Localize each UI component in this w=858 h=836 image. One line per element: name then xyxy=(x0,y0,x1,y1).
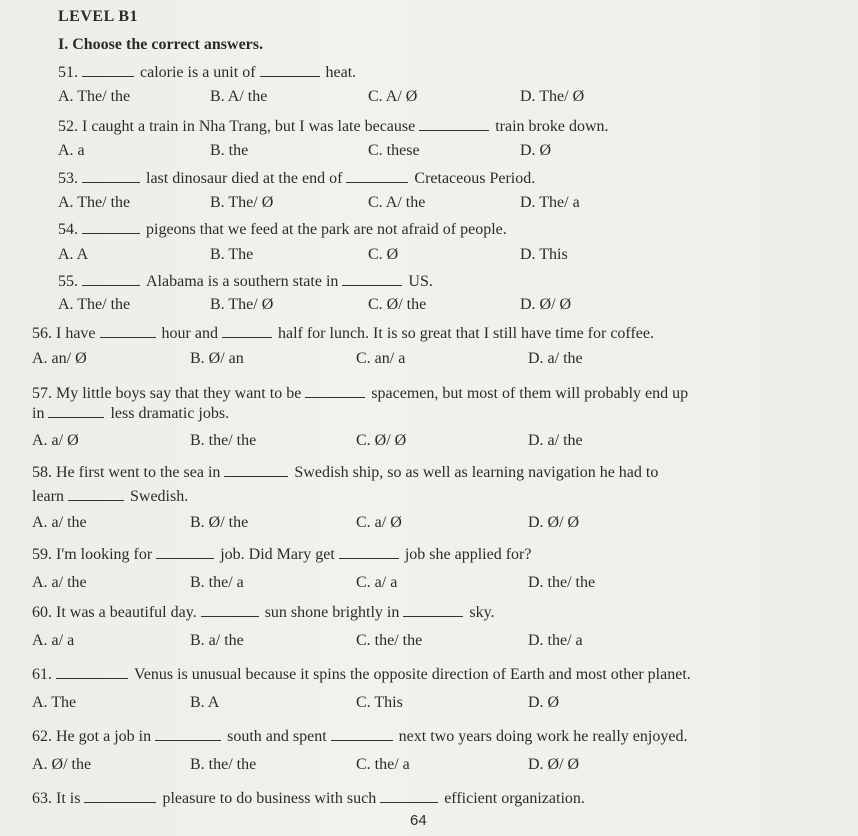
answer-blank[interactable] xyxy=(339,544,399,559)
page-number: 64 xyxy=(410,812,427,829)
answer-option[interactable]: B. the/ the xyxy=(190,432,257,449)
answer-option[interactable]: C. Ø/ the xyxy=(368,296,427,313)
stem-text: last dinosaur died at the end of xyxy=(146,170,347,187)
question-stem xyxy=(0,219,858,243)
answer-blank[interactable] xyxy=(68,486,124,501)
answer-option[interactable]: B. the/ the xyxy=(190,756,257,773)
answer-option[interactable]: A. a xyxy=(58,142,85,159)
stem-text: 53. xyxy=(58,170,82,187)
answer-blank[interactable] xyxy=(222,323,272,338)
answer-option[interactable]: B. The/ Ø xyxy=(210,296,274,313)
stem-text: 62. He got a job in xyxy=(32,728,156,745)
stem-text: hour and xyxy=(161,325,222,342)
stem-text: pleasure to do business with such xyxy=(162,790,381,807)
answer-blank[interactable] xyxy=(82,219,140,234)
answer-option[interactable]: D. Ø xyxy=(520,142,552,159)
answer-option[interactable]: A. a/ Ø xyxy=(32,432,79,449)
stem-text: efficient organization. xyxy=(444,790,585,807)
question-stem xyxy=(0,462,858,486)
stem-text: pigeons that we feed at the park are not afraid of people. xyxy=(146,221,507,238)
answer-option[interactable]: A. The/ the xyxy=(58,296,131,313)
stem-text: in xyxy=(32,405,49,422)
question-stem xyxy=(0,544,858,568)
answer-option[interactable]: D. The/ Ø xyxy=(520,88,585,105)
answer-option[interactable]: A. The xyxy=(32,694,77,711)
answer-blank[interactable] xyxy=(100,323,156,338)
question-stem xyxy=(0,664,858,688)
answer-option[interactable]: B. A/ the xyxy=(210,88,268,105)
stem-text: Swedish. xyxy=(129,488,189,505)
answer-option[interactable]: A. The/ the xyxy=(58,194,131,211)
question-stem xyxy=(0,271,858,295)
answer-blank[interactable] xyxy=(82,168,140,183)
answer-option[interactable]: A. a/ the xyxy=(32,514,87,531)
answer-blank[interactable] xyxy=(346,168,408,183)
stem-text: 51. xyxy=(58,64,82,81)
stem-text: 63. It is xyxy=(32,790,85,807)
stem-text: Alabama is a southern state in xyxy=(146,273,343,290)
answer-option[interactable]: D. Ø/ Ø xyxy=(528,514,580,531)
answer-option[interactable]: B. The/ Ø xyxy=(210,194,274,211)
answer-option[interactable]: D. the/ a xyxy=(528,632,583,649)
answer-blank[interactable] xyxy=(56,664,128,679)
stem-text: 56. I have xyxy=(32,325,100,342)
question-stem xyxy=(0,62,858,86)
stem-text: less dramatic jobs. xyxy=(110,405,230,422)
stem-text: learn xyxy=(32,488,68,505)
answer-blank[interactable] xyxy=(342,271,402,286)
answer-option[interactable]: B. the xyxy=(210,142,249,159)
answer-option[interactable]: C. the/ a xyxy=(356,756,410,773)
answer-option[interactable]: D. Ø xyxy=(528,694,560,711)
answer-option[interactable]: D. a/ the xyxy=(528,350,583,367)
stem-text: 54. xyxy=(58,221,82,238)
answer-blank[interactable] xyxy=(84,788,156,803)
level-heading: LEVEL B1 xyxy=(58,8,139,25)
answer-option[interactable]: B. The xyxy=(210,246,254,263)
answer-option[interactable]: B. a/ the xyxy=(190,632,244,649)
stem-text: sky. xyxy=(469,604,495,621)
question-stem xyxy=(0,403,858,427)
answer-option[interactable]: B. Ø/ an xyxy=(190,350,244,367)
answer-option[interactable]: B. Ø/ the xyxy=(190,514,249,531)
stem-text: next two years doing work he really enjoyed. xyxy=(398,728,688,745)
answer-blank[interactable] xyxy=(260,62,320,77)
stem-text: Cretaceous Period. xyxy=(414,170,536,187)
question-stem xyxy=(0,323,858,347)
answer-blank[interactable] xyxy=(305,383,365,398)
answer-option[interactable]: B. the/ a xyxy=(190,574,244,591)
answer-option[interactable]: A. Ø/ the xyxy=(32,756,92,773)
answer-option[interactable]: D. This xyxy=(520,246,568,263)
answer-blank[interactable] xyxy=(419,116,489,131)
answer-option[interactable]: A. a/ a xyxy=(32,632,75,649)
answer-option[interactable]: C. an/ a xyxy=(356,350,406,367)
answer-option[interactable]: C. This xyxy=(356,694,403,711)
stem-text: Venus is unusual because it spins the opposite direction of Earth and most other planet. xyxy=(134,666,691,683)
answer-blank[interactable] xyxy=(82,271,140,286)
stem-text: 55. xyxy=(58,273,82,290)
stem-text: train broke down. xyxy=(495,118,609,135)
stem-text: Swedish ship, so as well as learning navigation he had to xyxy=(294,464,659,481)
question-stem xyxy=(0,486,858,510)
stem-text: US. xyxy=(408,273,433,290)
answer-option[interactable]: A. an/ Ø xyxy=(32,350,87,367)
question-stem xyxy=(0,602,858,626)
stem-text: 58. He first went to the sea in xyxy=(32,464,225,481)
answer-option[interactable]: D. The/ a xyxy=(520,194,580,211)
answer-option[interactable]: C. these xyxy=(368,142,420,159)
answer-blank[interactable] xyxy=(403,602,463,617)
answer-option[interactable]: C. the/ the xyxy=(356,632,423,649)
section-heading: I. Choose the correct answers. xyxy=(58,36,263,53)
question-stem xyxy=(0,726,858,750)
answer-option[interactable]: D. Ø/ Ø xyxy=(528,756,580,773)
stem-text: 57. My little boys say that they want to be xyxy=(32,385,306,402)
answer-option[interactable]: C. A/ Ø xyxy=(368,88,418,105)
stem-text: sun shone brightly in xyxy=(264,604,404,621)
answer-option[interactable]: A. The/ the xyxy=(58,88,131,105)
stem-text: job. Did Mary get xyxy=(220,546,339,563)
answer-blank[interactable] xyxy=(156,544,214,559)
answer-option[interactable]: A. A xyxy=(58,246,89,263)
stem-text: 60. It was a beautiful day. xyxy=(32,604,201,621)
answer-blank[interactable] xyxy=(82,62,134,77)
answer-option[interactable]: D. Ø/ Ø xyxy=(520,296,572,313)
answer-option[interactable]: B. A xyxy=(190,694,220,711)
answer-option[interactable]: D. a/ the xyxy=(528,432,583,449)
stem-text: 52. I caught a train in Nha Trang, but I was late because xyxy=(58,118,420,135)
stem-text: job she applied for? xyxy=(404,546,532,563)
answer-option[interactable]: D. the/ the xyxy=(528,574,596,591)
question-stem xyxy=(0,116,858,140)
answer-blank[interactable] xyxy=(224,462,288,477)
stem-text: half for lunch. It is so great that I still have time for coffee. xyxy=(277,325,654,342)
answer-option[interactable]: C. a/ Ø xyxy=(356,514,402,531)
stem-text: calorie is a unit of xyxy=(140,64,260,81)
answer-blank[interactable] xyxy=(331,726,393,741)
stem-text: 61. xyxy=(32,666,56,683)
answer-blank[interactable] xyxy=(155,726,221,741)
question-stem xyxy=(0,168,858,192)
answer-blank[interactable] xyxy=(380,788,438,803)
question-stem xyxy=(0,788,858,812)
stem-text: south and spent xyxy=(227,728,331,745)
answer-blank[interactable] xyxy=(48,403,104,418)
stem-text: spacemen, but most of them will probably end up xyxy=(371,385,689,402)
answer-option[interactable]: C. a/ a xyxy=(356,574,398,591)
answer-blank[interactable] xyxy=(201,602,259,617)
answer-option[interactable]: C. Ø xyxy=(368,246,399,263)
stem-text: heat. xyxy=(325,64,357,81)
stem-text: 59. I'm looking for xyxy=(32,546,157,563)
answer-option[interactable]: C. A/ the xyxy=(368,194,426,211)
answer-option[interactable]: C. Ø/ Ø xyxy=(356,432,407,449)
answer-option[interactable]: A. a/ the xyxy=(32,574,87,591)
